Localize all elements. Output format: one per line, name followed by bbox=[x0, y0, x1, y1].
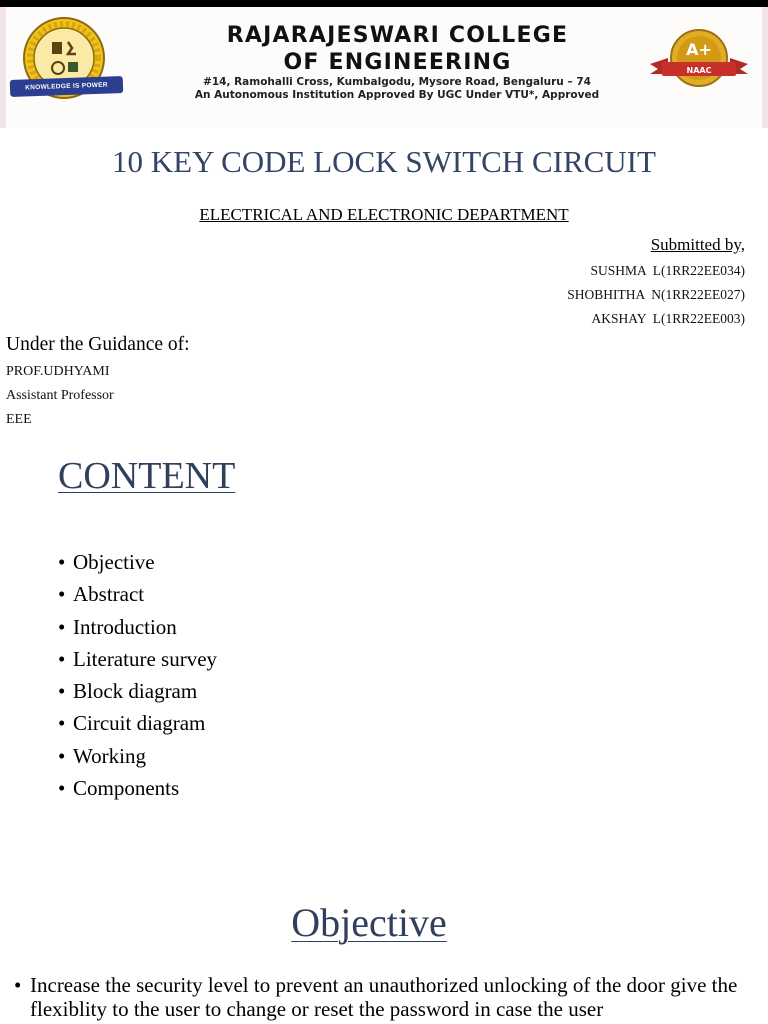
college-name-line-2: OF ENGINEERING bbox=[283, 50, 512, 75]
bullet-icon: • bbox=[14, 973, 22, 997]
bullet-icon: • bbox=[58, 614, 66, 639]
badge-label: NAAC bbox=[686, 66, 712, 75]
content-item bbox=[58, 643, 217, 675]
college-address bbox=[118, 76, 676, 102]
top-border bbox=[0, 0, 768, 7]
content-item-label: Circuit diagram bbox=[73, 711, 206, 736]
content-list bbox=[58, 546, 217, 804]
content-item-label: Working bbox=[73, 743, 146, 768]
bullet-icon: • bbox=[58, 550, 66, 574]
content-item bbox=[58, 740, 217, 772]
objective-heading: Objective bbox=[291, 900, 447, 945]
logo-motto-text: KNOWLEDGE IS POWER bbox=[25, 81, 108, 92]
objective-text: Increase the security level to prevent an unauthorized unlocking of the door give the flexiblity to the user to change or reset the password in case the user bbox=[30, 973, 738, 1021]
content-item bbox=[58, 546, 217, 578]
address-line-1: #14, Ramohalli Cross, Kumbalgodu, Mysore Road, Bengaluru – 74 bbox=[203, 76, 591, 88]
content-item-label: Objective bbox=[73, 550, 155, 574]
student-2: SHOBHITHA N(1RR22EE027) bbox=[567, 287, 745, 302]
content-item bbox=[58, 611, 217, 643]
project-title: 10 KEY CODE LOCK SWITCH CIRCUIT bbox=[112, 144, 656, 179]
submitted-by-label: Submitted by, bbox=[650, 235, 745, 254]
address-line-2: An Autonomous Institution Approved By UGC Under VTU*, Approved bbox=[194, 89, 600, 101]
content-item-label: Introduction bbox=[73, 614, 177, 639]
badge-grade: A+ bbox=[686, 40, 712, 59]
department-name: ELECTRICAL AND ELECTRONIC DEPARTMENT bbox=[199, 205, 569, 224]
naac-badge-icon bbox=[646, 28, 752, 92]
content-item bbox=[58, 578, 217, 610]
guide-name: PROF.UDHYAMI bbox=[6, 364, 110, 379]
banner-edge-right bbox=[762, 7, 768, 128]
content-item-label: Components bbox=[73, 776, 180, 801]
bullet-icon: • bbox=[58, 679, 66, 704]
bullet-icon: • bbox=[58, 646, 66, 671]
guidance-label: Under the Guidance of: bbox=[6, 334, 190, 355]
student-1: SUSHMA L(1RR22EE034) bbox=[590, 263, 745, 278]
content-item bbox=[58, 675, 217, 707]
content-item bbox=[58, 707, 217, 739]
content-heading: CONTENT bbox=[58, 455, 236, 497]
bullet-icon: • bbox=[58, 582, 66, 607]
college-name-line-1: RAJARAJESWARI COLLEGE bbox=[226, 23, 569, 48]
guide-designation: Assistant Professor bbox=[6, 388, 114, 403]
content-item-label: Literature survey bbox=[73, 646, 218, 671]
student-3: AKSHAY L(1RR22EE003) bbox=[591, 311, 745, 326]
guide-department: EEE bbox=[6, 412, 32, 427]
content-item-label: Block diagram bbox=[73, 679, 198, 704]
bullet-icon: • bbox=[58, 711, 66, 736]
content-item bbox=[58, 772, 217, 804]
banner-edge-left bbox=[0, 7, 6, 128]
college-name bbox=[120, 22, 675, 76]
bullet-icon: • bbox=[58, 743, 66, 768]
bullet-icon: • bbox=[58, 776, 66, 801]
content-item-label: Abstract bbox=[73, 582, 145, 607]
